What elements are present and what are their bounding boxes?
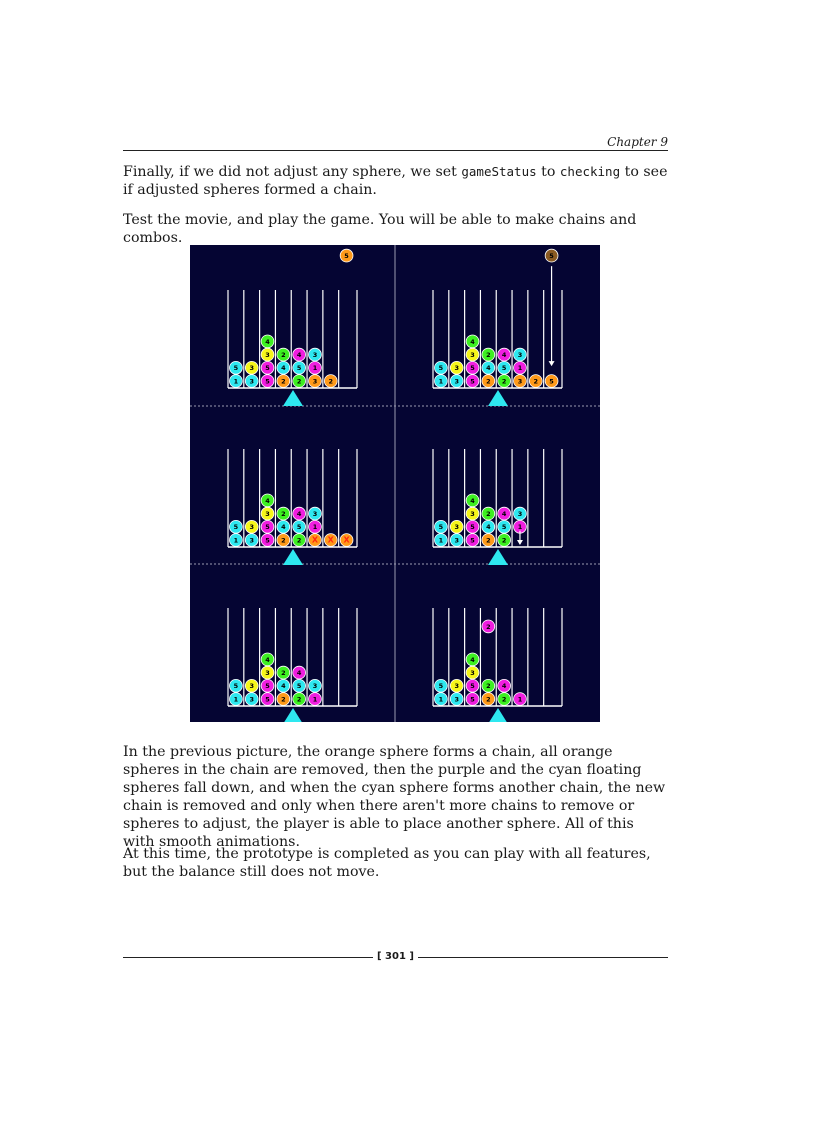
sphere-label: 4 [470,337,475,346]
sphere-label: 3 [312,510,318,518]
sphere-label: 5 [233,364,239,373]
game-screenshots-figure [190,245,600,722]
sphere-label: 3 [249,377,254,386]
game-panel [433,608,562,722]
sphere-label: 3 [265,669,270,677]
sphere-label: 3 [454,523,459,532]
game-panel [228,249,357,406]
sphere-label: X [311,535,319,545]
page-footer [123,951,668,965]
sphere-label: 3 [454,536,459,545]
sphere-label: 2 [328,377,334,386]
sphere-label: 5 [438,364,444,373]
sphere-label: 2 [281,536,286,545]
sphere-label: X [327,535,334,545]
sphere-label: 5 [438,682,444,691]
sphere-label: 5 [265,377,270,386]
sphere-label: 4 [501,351,507,359]
sphere-label: 4 [486,364,491,373]
sphere-label: 3 [470,351,475,359]
paragraph-4: At this time, the prototype is completed as you can play with all features, but the balance still does not move. [123,846,651,880]
sphere-label: 1 [312,523,318,532]
sphere-label: 3 [249,536,254,545]
sphere-label: 5 [265,695,270,704]
sphere-label: 2 [533,377,539,386]
sphere-label: 2 [486,377,491,386]
balance-pivot-icon [488,549,508,565]
balance-pivot-icon [283,549,303,565]
sphere-label: 4 [296,510,302,518]
sphere-label: 5 [265,682,270,691]
game-figure-canvas [190,245,600,722]
game-panel [433,449,562,565]
sphere-label: 2 [501,695,507,704]
sphere-label: 1 [312,364,318,373]
sphere-label: 1 [438,536,444,545]
sphere-label: 3 [312,351,318,359]
sphere-label: 3 [249,364,254,373]
sphere-label: 2 [486,510,491,518]
sphere-label: 2 [486,351,491,359]
sphere-label: 1 [438,695,444,704]
sphere-label: 3 [454,377,459,386]
sphere-label: 2 [281,377,286,386]
sphere-label: 5 [470,364,475,373]
sphere-label: 4 [486,523,491,532]
sphere-label: 5 [296,364,302,373]
sphere-label: 4 [501,510,507,518]
sphere-label: 2 [486,682,491,691]
fall-arrow-icon [517,540,523,545]
sphere-label: 4 [296,351,302,359]
sphere-label: 3 [517,510,523,518]
sphere-label: 5 [470,695,475,704]
sphere-label: 2 [296,695,302,704]
sphere-label: 2 [281,351,286,359]
sphere-label: 3 [265,510,270,518]
balance-pivot-icon [283,708,303,722]
sphere-label: 2 [486,622,491,631]
sphere-label: 5 [549,252,554,260]
paragraph-3: In the previous picture, the orange sphere forms a chain, all orange spheres in the chain are removed, then the purple and the cyan floating spheres fall down, and when the cyan sphere forms another chain, the new chain is removed and only when there aren't more chains to remove or spheres to adjust, the player is able to place another sphere. All of this with smooth animations. [123,744,666,850]
sphere-label: 2 [281,695,286,704]
sphere-label: 4 [470,655,475,664]
balance-pivot-icon [488,390,508,406]
sphere-label: 5 [501,523,507,532]
sphere-label: 5 [233,523,239,532]
header-rule [123,150,668,151]
sphere-label: 4 [281,364,286,373]
game-panel [228,608,357,722]
sphere-label: 5 [470,377,475,386]
sphere-label: 4 [501,682,507,691]
sphere-label: 3 [470,669,475,677]
sphere-label: 1 [517,695,523,704]
sphere-label: 3 [249,523,254,532]
sphere-label: 1 [312,695,318,704]
page-number-wrap [123,951,668,962]
sphere-label: 2 [501,536,507,545]
sphere-label: 5 [296,682,302,691]
sphere-label: 2 [486,695,491,704]
paragraph-1-text-a: Finally, if we did not adjust any sphere, we set [123,164,462,180]
sphere-label: 4 [265,655,270,664]
sphere-label: 5 [233,682,239,691]
sphere-label: 3 [265,351,270,359]
sphere-label: 3 [470,510,475,518]
sphere-label: 3 [454,364,459,373]
sphere-label: 5 [470,682,475,691]
sphere-label: 3 [517,377,523,386]
sphere-label: 1 [233,695,239,704]
balance-pivot-icon [283,390,303,406]
sphere-label: 5 [549,377,554,386]
sphere-label: 5 [265,364,270,373]
sphere-label: 5 [265,523,270,532]
game-panel [228,449,357,565]
sphere-label: 1 [233,536,239,545]
sphere-label: 4 [265,496,270,505]
code-gamestatus: gameStatus [461,164,537,179]
sphere-label: 2 [296,536,302,545]
sphere-label: 3 [249,682,254,691]
sphere-label: 5 [296,523,302,532]
page-number: [ 301 ] [373,951,418,962]
sphere-label: 5 [344,252,349,260]
sphere-label: 3 [517,351,523,359]
balance-pivot-icon [488,708,508,722]
code-checking: checking [559,164,621,179]
sphere-label: 3 [312,682,318,691]
sphere-label: 3 [312,377,318,386]
sphere-label: 2 [281,669,286,677]
fall-arrow-icon [549,361,555,366]
paragraph-1-text-c: to see if adjusted spheres formed a chain. [123,164,668,198]
sphere-label: 5 [265,536,270,545]
paragraph-1 [123,163,668,199]
paragraph-2: Test the movie, and play the game. You will be able to make chains and combos. [123,212,637,246]
sphere-label: 2 [281,510,286,518]
sphere-label: 4 [265,337,270,346]
sphere-label: 1 [517,523,523,532]
sphere-label: 1 [517,364,523,373]
sphere-label: 4 [296,669,302,677]
sphere-label: 5 [470,523,475,532]
sphere-label: X [343,535,350,545]
sphere-label: 5 [438,523,444,532]
chapter-header: Chapter 9 [607,135,668,149]
sphere-label: 5 [470,536,475,545]
sphere-label: 4 [281,523,286,532]
sphere-label: 4 [470,496,475,505]
sphere-label: 3 [454,682,459,691]
sphere-label: 3 [249,695,254,704]
sphere-label: 1 [438,377,444,386]
sphere-label: 3 [454,695,459,704]
sphere-label: 2 [486,536,491,545]
sphere-label: 2 [296,377,302,386]
paragraph-1-text-b: to [536,164,560,180]
sphere-label: 2 [501,377,507,386]
game-panel [433,249,562,406]
sphere-label: 4 [281,682,286,691]
sphere-label: 1 [233,377,239,386]
sphere-label: 5 [501,364,507,373]
